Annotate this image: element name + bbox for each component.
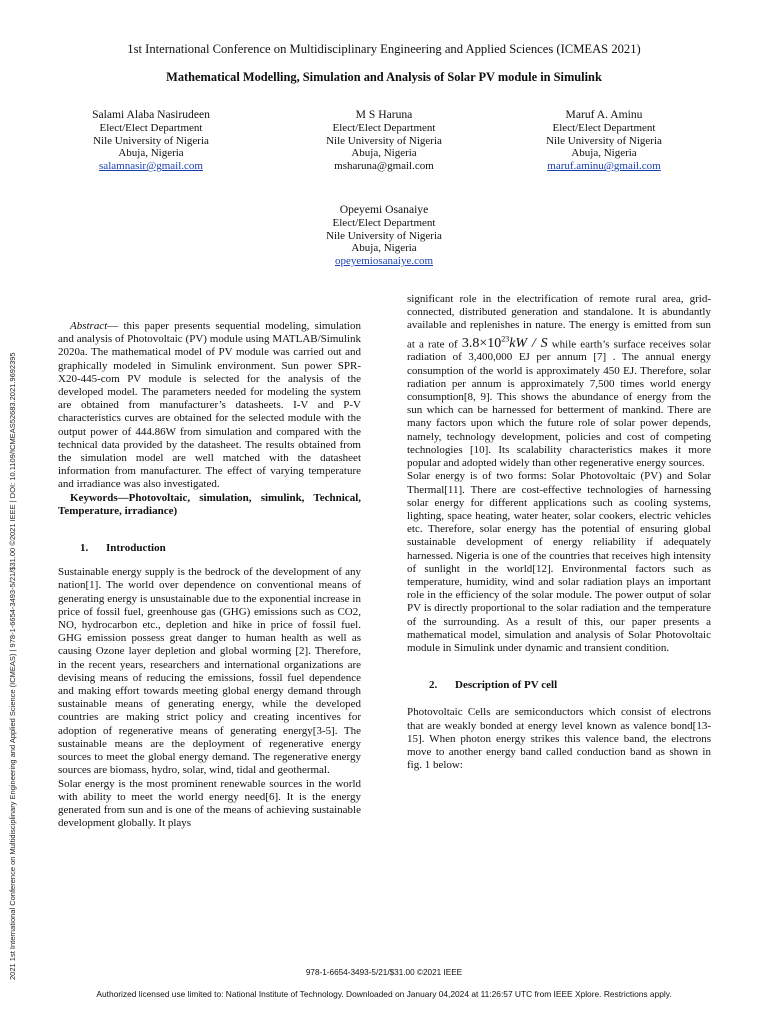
intro-paragraph-1: Sustainable energy supply is the bedrock of the development of any nation[1]. The world over dependence on conventional means of generating energy is unsustainable due to the exponential increase in price of fossil fuel, greenhouse gas (GHG) emissions such as CO2, NO, hydrocarbon etc., depletion and hike in price of fossil fuel. GHG emission possess great danger to human health as well as causing Ozone layer depletion and global worming [2]. Therefore, in the recent years, researchers and international organizations are devising means of reducing the emissions, fossil fuel dependence and making effort towards meeting global energy demand through sustainable means of generating energy, while the developed countries are making strict policy and creating incentives for adoption of regenerative means of generating energy[3-5]. The sustainable means are the deployment of regenerative energy sources to meet the global energy demand. The regenerative energy sources are biomass, hydro, solar, wind, tidal and geothermal. (58, 566, 361, 777)
author-univ: Nile University of Nigeria (546, 134, 662, 147)
author-univ: Nile University of Nigeria (93, 134, 209, 147)
right-paragraph-1b: while earth’s surface receives solar radiation of 3,400,000 EJ per annum [7] . The annual energy consumption of the world is approximately 450 EJ. Therefore, solar radiation per annum is approximately 7,500 times world energy consumption[8, 9]. This shows the abundance of energy from the sun which can be harnessed for betterment of mankind. There are many factors upon which the future role of solar power depends, namely, technology development, policies and cost of competing technologies [10]. Its scalability characteristics makes it more popular and adopted widely than other regenerative energy sources. (407, 338, 712, 470)
author-block-1 (36, 108, 266, 173)
left-column (58, 320, 361, 830)
footer-authorized-notice: Authorized licensed use limited to: National Institute of Technology. Downloaded on January 04,2024 at 11:26:57 UTC from IEEE Xplore. Restrictions apply. (96, 989, 672, 999)
section-1-number: 1. (80, 542, 89, 555)
author-dept: Elect/Elect Department (332, 217, 436, 229)
author-block-2 (269, 108, 499, 173)
author-city: Abuja, Nigeria (118, 147, 184, 160)
footer-isbn: 978-1-6654-3493-5/21/$31.00 ©2021 IEEE (305, 968, 463, 977)
author-email: msharuna@gmail.com (334, 160, 434, 173)
author-city: Abuja, Nigeria (571, 147, 637, 160)
author-dept: Elect/Elect Department (332, 122, 436, 134)
intro-paragraph-2: Solar energy is the most prominent renewable sources in the world with ability to meet the world energy need[6]. It is the energy generated from sun and is one of the means of achieving sustainable development globally. It plays (58, 777, 361, 830)
author-city: Abuja, Nigeria (351, 147, 417, 160)
abstract-label: Abstract (70, 320, 108, 332)
abstract-text: — this paper presents sequential modeling, simulation and analysis of Photovoltaic (PV) module using MATLAB/Simulink 2020a. The mathematical model of PV module was carried out and graphically modeled in Simulink environment. Sun power SPR-X20-445-com PV module is selected for the analysis of the developed model. The parameters needed for modeling the system are obtained from manufacturer’s datasheets. I-V and P-V characteristics curves are obtained for the selected module with the output power of 444.86W from simulation and compared with the technical data provided by the datasheet. The results obtained from the simulation model are well matched with the datasheet information from manufacturer. The effect of varying temperature and irradiance was also investigated. (58, 320, 361, 491)
section-2-heading (429, 679, 711, 692)
right-paragraph-1 (407, 293, 711, 470)
pv-cell-paragraph: Photovoltaic Cells are semiconductors which consist of electrons that are weakly bonded at energy level known as valence bond[13-15]. When photon energy strikes this valence band, the electrons move to another energy band called conduction band as shown in fig. 1 below: (407, 706, 711, 772)
author-dept: Elect/Elect Department (99, 122, 203, 134)
author-name: Salami Alaba Nasirudeen (92, 108, 210, 121)
author-email-link[interactable]: opeyemiosanaiye.com (334, 255, 434, 268)
author-block-4 (269, 203, 499, 268)
author-name: Opeyemi Osanaiye (339, 203, 429, 216)
right-paragraph-2: Solar energy is of two forms: Solar Photovoltaic (PV) and Solar Thermal[11]. There are cost-effective technologies of harnessing solar energy for different applications such as cooling systems, lighting, space heating, water heater, solar cookers, electric vehicles etc. Therefore, solar energy has the potential of ensuring global sustainable development of energy reliability if adequately harnessed. Nigeria is one of the countries that receives high intensity of sunlight in the world[12]. Environmental factors such as temperature, humidity, wind and solar radiation plays an important role in the efficiency of the solar module. The power output of solar PV is directly proportional to the solar radiation and the temperature of the surrounding. As a result of this, our paper presents a mathematical model, simulation and analysis of Solar Photovoltaic module in Simulink under dynamic and transient condition. (407, 470, 711, 654)
section-2-number: 2. (429, 679, 438, 692)
formula-exponent: 23 (501, 334, 510, 344)
author-block-3 (489, 108, 719, 173)
author-email-link[interactable]: maruf.aminu@gmail.com (547, 160, 661, 173)
author-email-link[interactable]: salamnasir@gmail.com (99, 160, 203, 173)
formula-unit: kW / S (509, 336, 548, 352)
section-2-title: Description of PV cell (455, 679, 558, 692)
section-1-title: Introduction (106, 542, 166, 555)
paper-title: Mathematical Modelling, Simulation and Analysis of Solar PV module in Simulink (166, 70, 602, 84)
author-city: Abuja, Nigeria (351, 242, 417, 255)
author-dept: Elect/Elect Department (552, 122, 656, 134)
sidebar-citation: 2021 1st International Conference on Multidisciplinary Engineering and Applied Science (ICMEAS) | 978-1-6654-3493-5/21/$31.00 ©2021 IEEE | DOI: 10.1109/ICMEAS52683.2021.9692395 (8, 352, 17, 980)
keywords: Keywords—Photovoltaic, simulation, simulink, Technical, Temperature, irradiance) (58, 491, 361, 517)
author-name: Maruf A. Aminu (565, 108, 643, 121)
author-name: M S Haruna (355, 108, 413, 121)
author-univ: Nile University of Nigeria (326, 229, 442, 242)
abstract (58, 320, 361, 492)
formula-base: 3.8×10 (461, 336, 502, 352)
conference-name: 1st International Conference on Multidisciplinary Engineering and Applied Sciences (ICMEAS 2021) (127, 42, 641, 56)
right-column (407, 293, 711, 772)
right-paragraph-1a: significant role in the electrification of remote rural area, grid-connected, distributed generation and standalone. It is abundantly available and replenishes in nature. The energy is emitted from sun at a rate of (407, 293, 711, 351)
author-univ: Nile University of Nigeria (326, 134, 442, 147)
energy-rate-formula (462, 336, 548, 351)
section-1-heading (80, 542, 361, 555)
